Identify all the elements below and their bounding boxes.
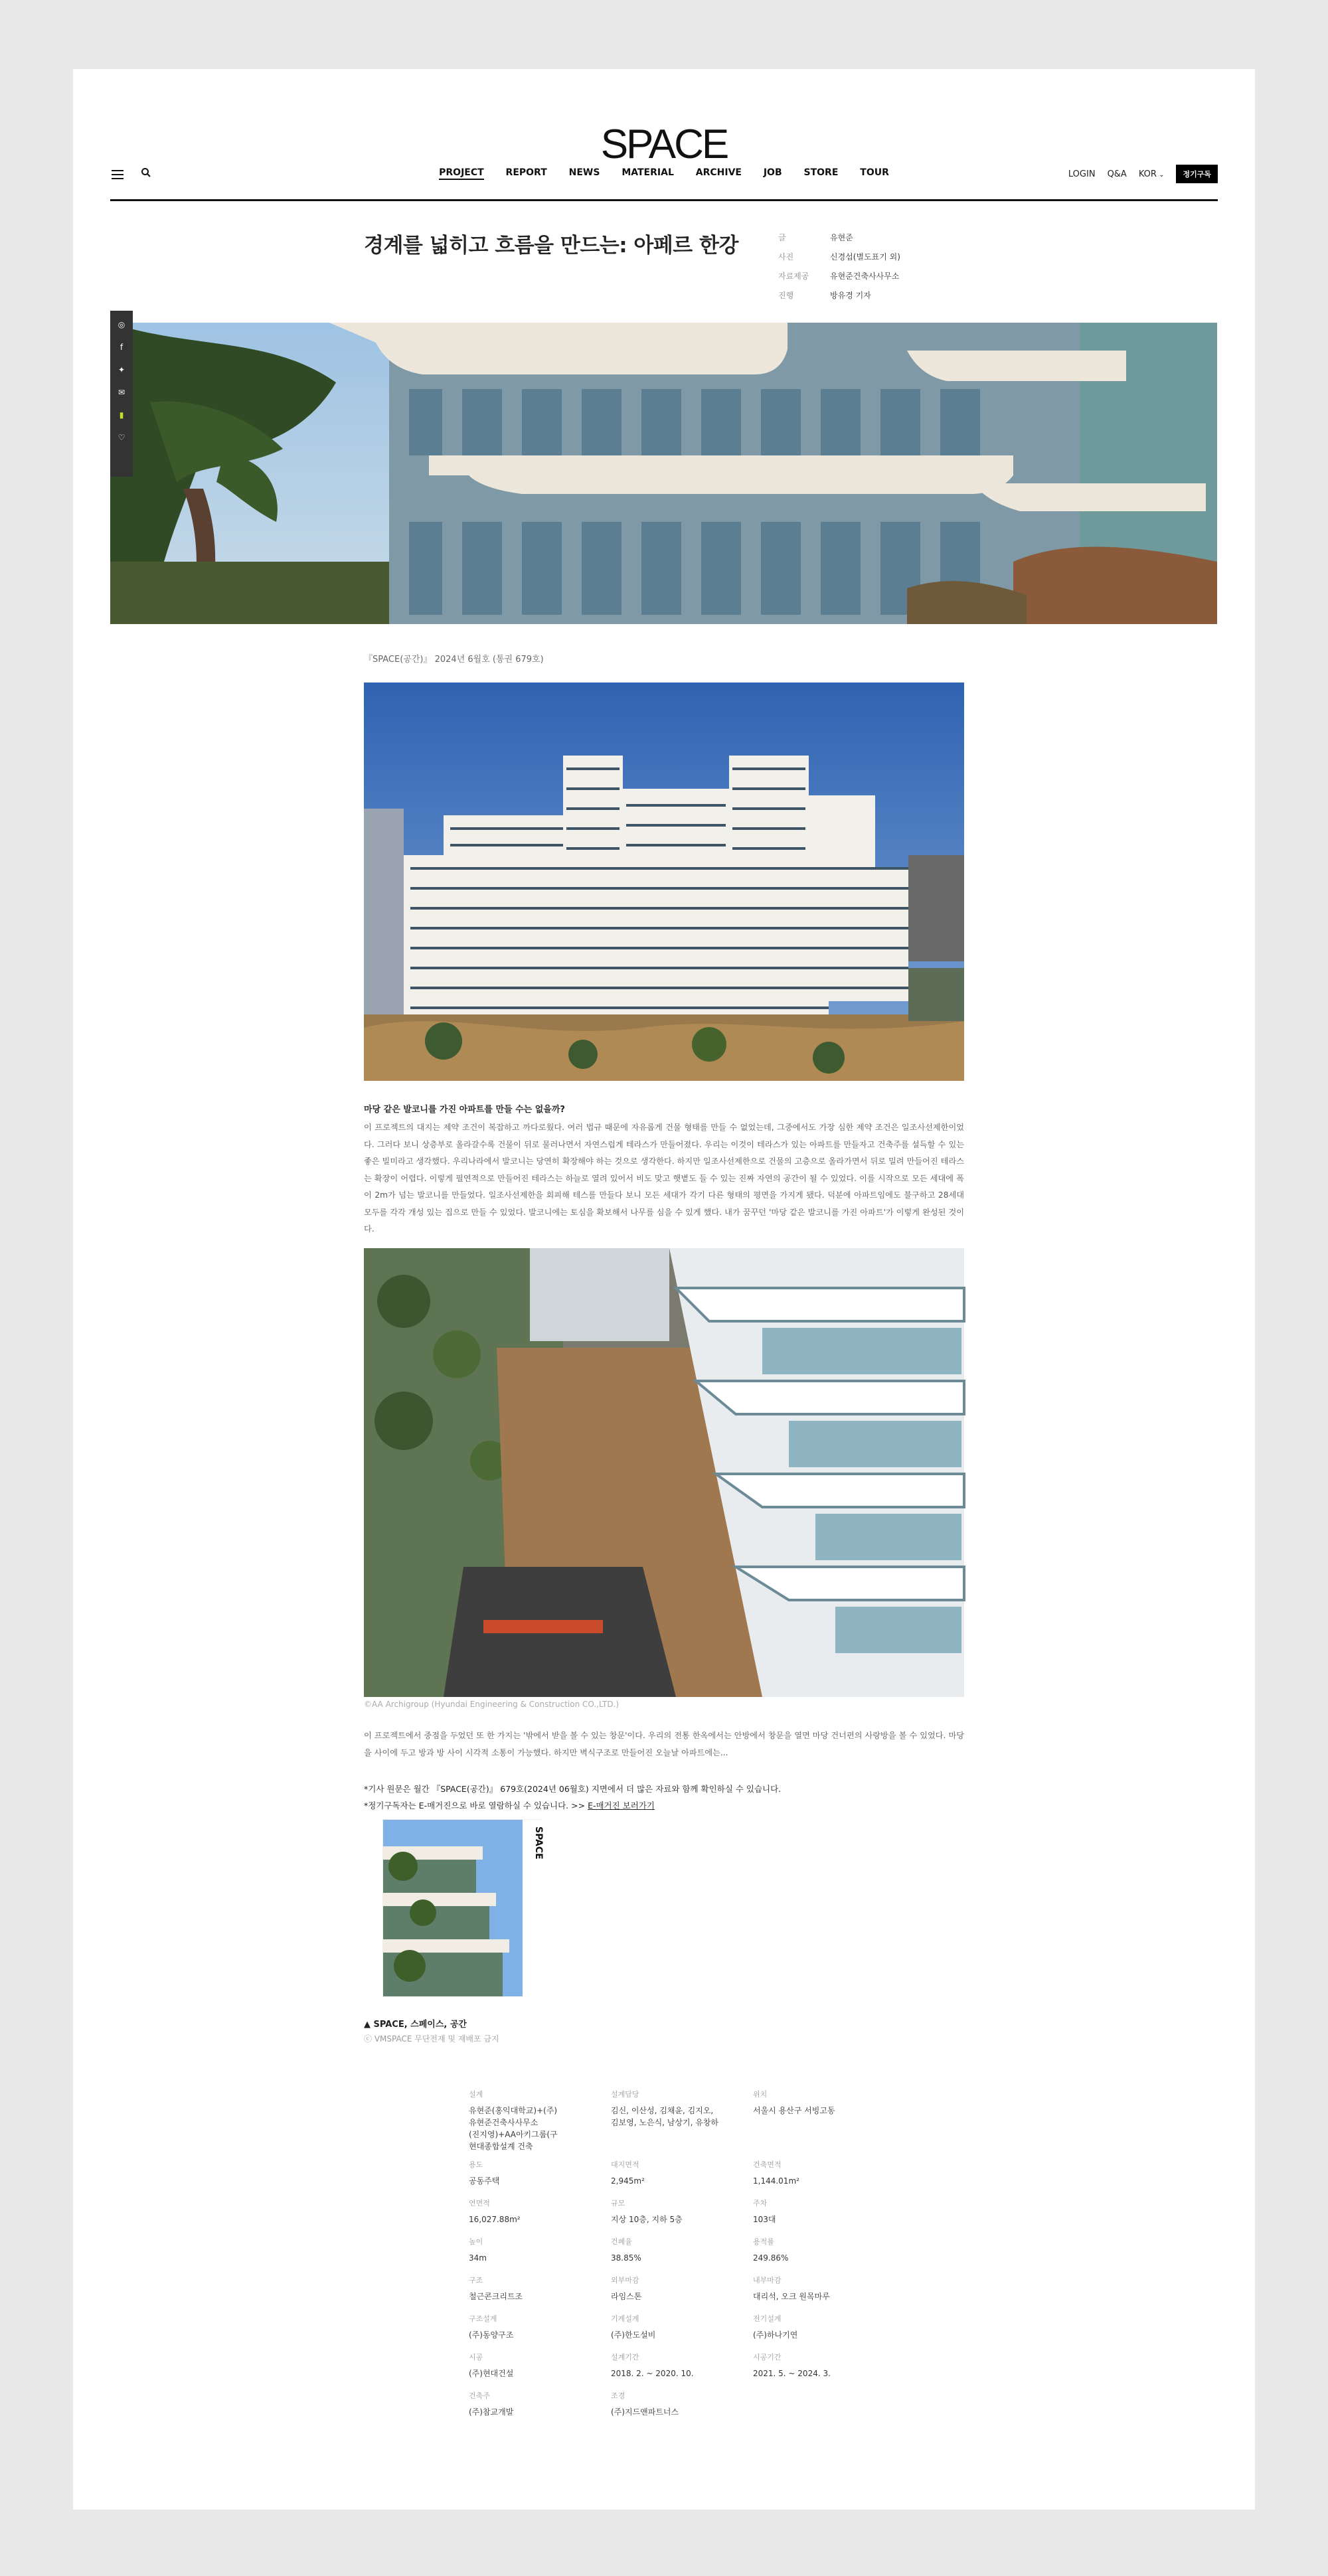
credit-key: 글: [778, 233, 786, 242]
spec-value: (주)한도설비: [611, 2330, 656, 2340]
notice-line: *기사 원문은 월간 『SPACE(공간)』 679호(2024년 06월호) 지면에서 더 많은 자료와 함께 확인하실 수 있습니다.: [364, 1784, 782, 1794]
notice-block: [364, 1781, 781, 1814]
nav-store[interactable]: STORE: [803, 167, 839, 178]
spec-key: 기계설계: [611, 2314, 639, 2323]
article-paragraph: 이 프로젝트에서 중점을 두었던 또 한 가지는 '밖에서 받을 볼 수 있는 창문'이다. 우리의 전통 한옥에서는 안방에서 창문을 열면 마당 건너편의 사랑방을 볼 수 있었다. 마당을 사이에 두고 방과 방 사이 시각적 소통이 가능했다. 하지만 벽식구조로 만들어진 오늘날 아파트에는...: [364, 1731, 964, 1757]
spec-value: 유현준(홍익대학교)+(주) 유현준건축사사무소 (진지영)+AA아키그룹(구 현대종합설계 건축: [469, 2106, 558, 2151]
facebook-icon[interactable]: f: [120, 343, 124, 352]
spec-key: 연면적: [469, 2199, 490, 2208]
credit-key: 사진: [778, 252, 794, 262]
share-bar: [110, 311, 133, 477]
language-select[interactable]: KOR ⌄: [1139, 169, 1165, 179]
nav-project[interactable]: PROJECT: [439, 167, 484, 180]
spec-key: 건축주: [469, 2391, 490, 2400]
credit-value: 유현준건축사사무소: [830, 272, 900, 281]
spec-value: 지상 10층, 지하 5층: [611, 2215, 683, 2224]
page: [73, 69, 1255, 2510]
bookmark-icon[interactable]: ▮: [119, 410, 124, 420]
spec-value: 2018. 2. ~ 2020. 10.: [611, 2369, 694, 2378]
spec-item: [469, 2390, 611, 2422]
spec-value: (주)동양구조: [469, 2330, 514, 2340]
spec-value: 김신, 이산성, 김채윤, 김지오, 김보영, 노은식, 남상기, 유창하: [611, 2106, 718, 2127]
notice-line: [364, 1797, 781, 1814]
credit-key: 자료제공: [778, 272, 809, 281]
nav-material[interactable]: MATERIAL: [622, 167, 674, 178]
spec-value: 대리석, 오크 원목마루: [753, 2292, 830, 2301]
spec-value: (주)참교개발: [469, 2407, 514, 2417]
mail-icon[interactable]: ✉: [118, 388, 125, 397]
photo-credit: ©AA Archigroup (Hyundai Engineering & Construction CO.,LTD.): [364, 1700, 620, 1709]
project-specs: [469, 2089, 894, 2422]
spec-value: (주)현대건설: [469, 2369, 514, 2378]
spec-value: 38.85%: [611, 2253, 641, 2263]
spec-item: [753, 2236, 894, 2268]
spec-item: [753, 2089, 894, 2152]
spec-item: [753, 2352, 894, 2383]
nav-news[interactable]: NEWS: [568, 167, 600, 178]
spec-key: 건폐율: [611, 2237, 632, 2246]
spec-key: 구조설계: [469, 2314, 497, 2323]
spec-key: 주차: [753, 2199, 768, 2208]
spec-key: 시공기간: [753, 2353, 782, 2362]
spec-item: [611, 2236, 753, 2268]
spec-key: 조경: [611, 2391, 625, 2400]
hero-image: [110, 323, 1217, 624]
section-heading: 마당 같은 발코니를 가진 아파트를 만들 수는 없을까?: [364, 1105, 565, 1115]
spec-key: 설계담당: [611, 2090, 639, 2099]
header-divider: [110, 199, 1218, 201]
aerial-photo: [364, 1248, 964, 1697]
building-photo: [364, 683, 964, 1081]
spec-key: 용적률: [753, 2237, 774, 2246]
spec-item: [469, 2352, 611, 2383]
site-logo[interactable]: SPACE: [600, 121, 728, 167]
spec-value: 1,144.01m²: [753, 2176, 799, 2186]
login-link[interactable]: LOGIN: [1068, 169, 1096, 179]
spec-value: (주)지드앤파트너스: [611, 2407, 679, 2417]
credit-value: 유현준: [830, 233, 853, 242]
qa-link[interactable]: Q&A: [1107, 169, 1127, 179]
spec-value: 공동주택: [469, 2176, 500, 2186]
cover-title: SPACE: [533, 1826, 544, 1860]
spec-item: [469, 2236, 611, 2268]
spec-key: 구조: [469, 2276, 483, 2285]
nav-archive[interactable]: ARCHIVE: [695, 167, 742, 178]
spec-item: [753, 2313, 894, 2345]
spec-item: [469, 2275, 611, 2306]
spec-value: 34m: [469, 2253, 487, 2263]
article-paragraph: 이 프로젝트의 대지는 제약 조건이 복잡하고 까다로웠다. 여러 법규 때문에 자유롭게 건물 형태를 만들 수 없었는데, 그중에서도 가장 심한 제약 조건은 일조사선제한이었다. 그러다 보니 상층부로 올라갈수록 건물이 뒤로 물러나면서 자연스럽게 테라스가 만들어졌다. 우리는 이것이 테라스가 있는 아파트를 만들자고 건축주를 설득할 수 있는 좋은 빌미라고 생각했다. 우리나라에서 발코니는 당연히 확장해야 하는 것으로 생각한다. 하지만 일조사선제한으로 건물의 고층으로 올라가면서 뒤로 밀려 만들어진 테라스는 확장이 어렵다. 이렇게 필연적으로 만들어진 테라스는 하늘로 열려 있어서 비도 맞고 햇볕도 들 수 있는 진짜 자연의 공간이 될 수 있었다. 이를 시작으로 모든 세대에 폭이 2m가 넘는 발코니를 만들었다. 일조사선제한을 회피해 테스를 만들다 보니 모든 세대가 각기 다른 형태의 평면을 가지게 됐다. 덕분에 아파트임에도 불구하고 28세대 모두를 각각 개성 있는 집으로 만들 수 있었다. 발코니에는 토심을 확보해서 나무를 심을 수 있게 했다. 내가 꿈꾸던 '마당 같은 발코니를 가진 아파트'가 이렇게 완성된 것이다.: [364, 1123, 964, 1234]
spec-value: 249.86%: [753, 2253, 789, 2263]
cover-image: [383, 1820, 542, 1996]
spec-value: 103대: [753, 2215, 776, 2224]
utility-nav: [1068, 165, 1218, 183]
spec-key: 규모: [611, 2199, 625, 2208]
spec-item: [611, 2159, 753, 2191]
spec-key: 전기설계: [753, 2314, 782, 2323]
copyright-notice: ⓒ VMSPACE 무단전재 및 재배포 금지: [364, 2034, 499, 2044]
spec-key: 용도: [469, 2160, 483, 2169]
credit-key: 진행: [778, 291, 794, 300]
spec-key: 대지면적: [611, 2160, 639, 2169]
spec-item: [753, 2159, 894, 2191]
spec-key: 설계: [469, 2090, 483, 2099]
notice-text: *정기구독자는 E-매거진으로 바로 열람하실 수 있습니다. >>: [364, 1801, 586, 1811]
e-magazine-link[interactable]: E-매거진 보러가기: [588, 1801, 655, 1811]
subscribe-button[interactable]: 정기구독: [1176, 165, 1218, 183]
spec-item: [469, 2089, 611, 2152]
spec-key: 시공: [469, 2353, 483, 2362]
issue-info: 『SPACE(공간)』 2024년 6월호 (통권 679호): [364, 655, 544, 665]
spec-item: [611, 2390, 753, 2422]
spec-item: [611, 2352, 753, 2383]
article-title: 경계를 넓히고 흐름을 만드는: 아페르 한강: [364, 234, 738, 258]
credit-value: 방유경 기자: [830, 291, 871, 300]
spec-item: [753, 2275, 894, 2306]
spec-value: 16,027.88m²: [469, 2215, 521, 2224]
article-credits: [778, 228, 900, 305]
spec-value: 철근콘크리트조: [469, 2292, 523, 2301]
spec-item: [611, 2275, 753, 2306]
cover-label: ▲ SPACE, 스페이스, 공간: [364, 2020, 467, 2030]
spec-item: [611, 2198, 753, 2229]
nav-tour[interactable]: TOUR: [860, 167, 889, 178]
twitter-icon[interactable]: ✦: [118, 365, 125, 374]
spec-value: 라임스톤: [611, 2292, 642, 2301]
spec-key: 외부마감: [611, 2276, 639, 2285]
spec-value: 서울시 용산구 서빙고동: [753, 2106, 835, 2115]
spec-value: (주)하나기연: [753, 2330, 798, 2340]
spec-item: [753, 2198, 894, 2229]
spec-key: 내부마감: [753, 2276, 782, 2285]
spec-item: [611, 2089, 753, 2152]
heart-icon[interactable]: ♡: [118, 433, 125, 442]
spec-value: 2021. 5. ~ 2024. 3.: [753, 2369, 831, 2378]
nav-job[interactable]: JOB: [763, 167, 782, 178]
spec-item: [469, 2159, 611, 2191]
instagram-icon[interactable]: ◎: [118, 320, 125, 329]
spec-key: 위치: [753, 2090, 768, 2099]
spec-item: [469, 2313, 611, 2345]
spec-item: [469, 2198, 611, 2229]
spec-value: 2,945m²: [611, 2176, 645, 2186]
spec-key: 높이: [469, 2237, 483, 2246]
nav-report[interactable]: REPORT: [505, 167, 547, 178]
spec-key: 건축면적: [753, 2160, 782, 2169]
magazine-cover: [382, 1819, 542, 1996]
spec-item: [611, 2313, 753, 2345]
spec-key: 설계기간: [611, 2353, 639, 2362]
credit-value: 신경섭(별도표기 외): [830, 252, 900, 262]
